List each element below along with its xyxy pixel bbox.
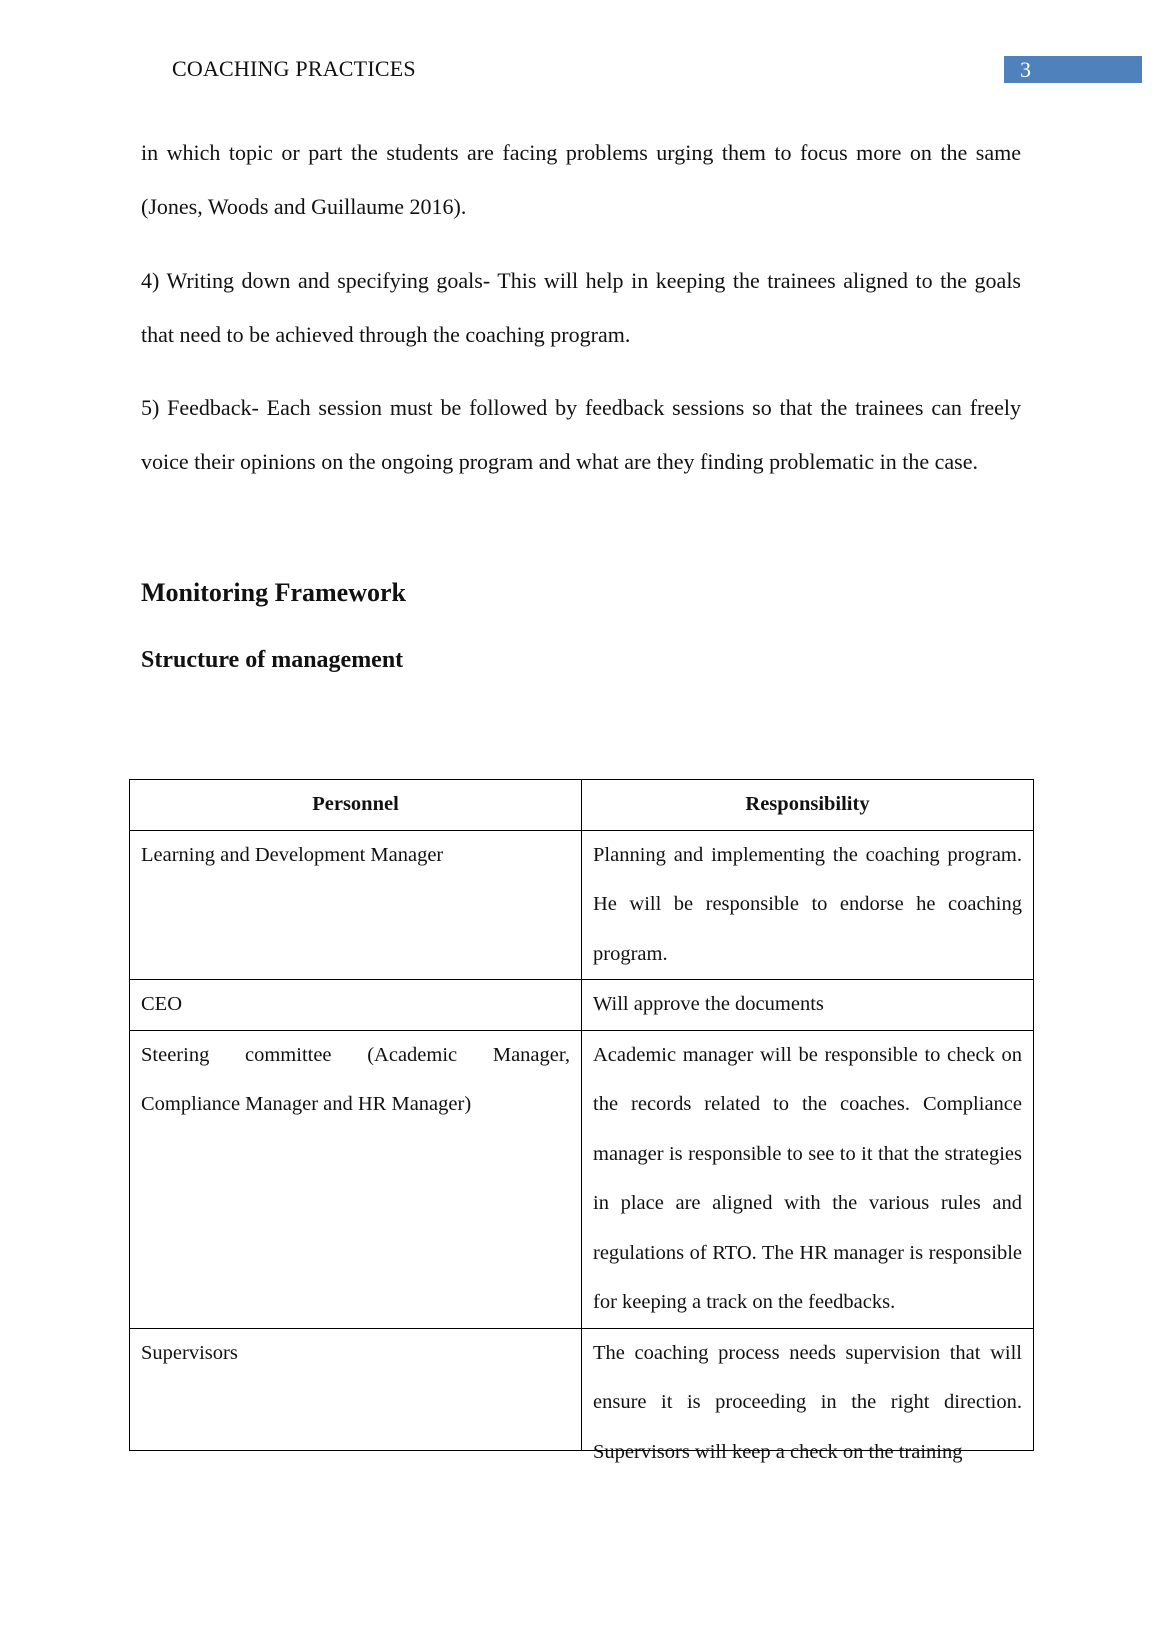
responsibility-cell: Will approve the documents bbox=[582, 980, 1034, 1031]
personnel-cell: Learning and Development Manager bbox=[130, 830, 582, 980]
table-header-row bbox=[130, 780, 1034, 831]
management-table bbox=[129, 779, 1034, 1463]
running-header-title: COACHING PRACTICES bbox=[172, 56, 416, 81]
responsibility-text: The coaching process needs supervision that will ensure it is proceeding in the right direction. Supervisors will keep a check on the training bbox=[593, 1341, 1022, 1463]
responsibility-cell: Planning and implementing the coaching program. He will be responsible to endorse he coaching program. bbox=[582, 830, 1034, 980]
heading-structure-of-management: Structure of management bbox=[141, 647, 404, 673]
responsibility-cell bbox=[582, 1328, 1034, 1463]
table-row bbox=[130, 830, 1034, 980]
paragraph-continued: in which topic or part the students are facing problems urging them to focus more on the same (Jones, Woods and Guillaume 2016). bbox=[141, 140, 1021, 219]
heading-monitoring-framework: Monitoring Framework bbox=[141, 578, 407, 607]
personnel-cell: CEO bbox=[130, 980, 582, 1031]
paragraph-goals: 4) Writing down and specifying goals- This will help in keeping the trainees aligned to the goals that need to be achieved through the coaching program. bbox=[141, 268, 1021, 347]
header-responsibility: Responsibility bbox=[582, 780, 1034, 831]
table-row bbox=[130, 980, 1034, 1031]
page-number-badge: 3 bbox=[1004, 56, 1142, 83]
personnel-cell: Supervisors bbox=[130, 1328, 582, 1450]
header-personnel: Personnel bbox=[130, 780, 582, 831]
table-row bbox=[130, 1030, 1034, 1328]
responsibility-cell: Academic manager will be responsible to check on the records related to the coaches. Compliance manager is responsible to see to it that the strategies in place are aligned with the various rules and regulations of RTO. The HR manager is responsible for keeping a track on the feedbacks. bbox=[582, 1030, 1034, 1328]
paragraph-feedback: 5) Feedback- Each session must be followed by feedback sessions so that the trainees can freely voice their opinions on the ongoing program and what are they finding problematic in the case. bbox=[141, 395, 1021, 474]
personnel-cell: Steering committee (Academic Manager, Compliance Manager and HR Manager) bbox=[130, 1030, 582, 1328]
table-row bbox=[130, 1328, 1034, 1450]
